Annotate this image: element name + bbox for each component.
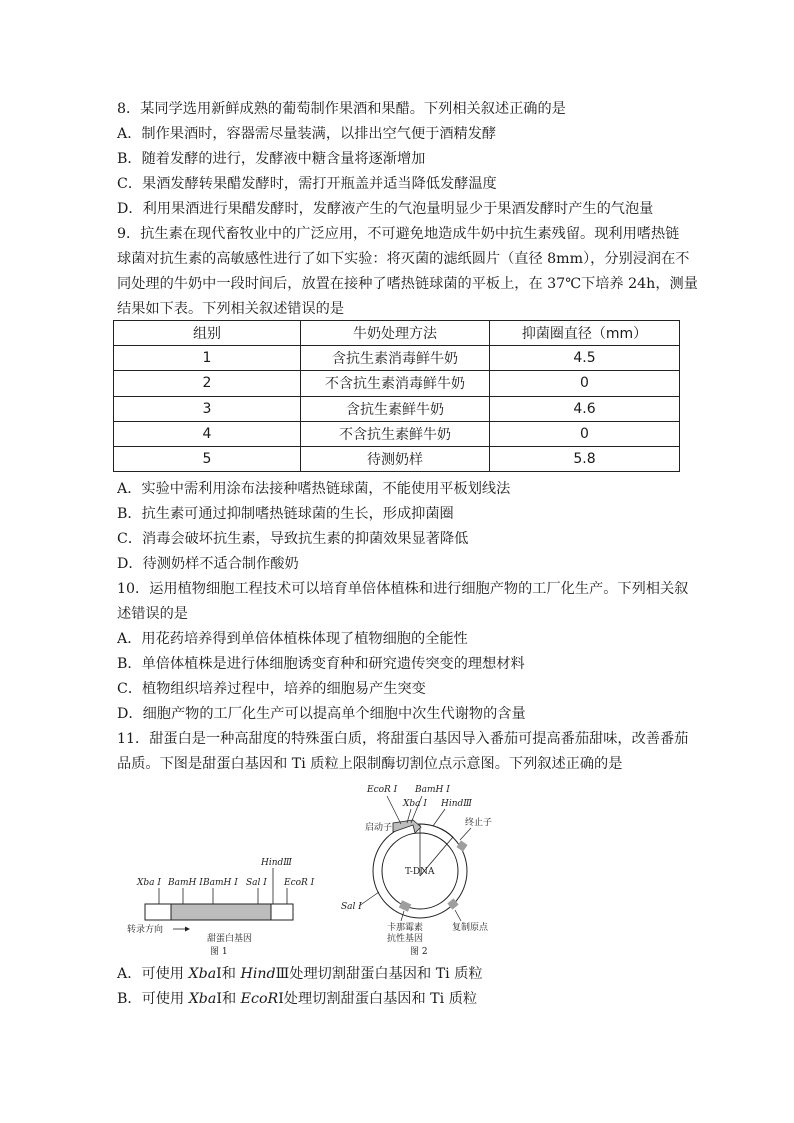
q11-option-b [117, 990, 477, 1008]
site-xbai: Xba Ⅰ [137, 878, 161, 888]
enzyme-name: Xba [188, 991, 217, 1007]
cell-group: 4 [114, 421, 301, 446]
cell-treatment: 不含抗生素消毒鲜牛奶 [301, 371, 490, 396]
option-text: Ⅰ和 [216, 991, 241, 1007]
q9-option-c: C．消毒会破坏抗生素，导致抗生素的抑菌效果显著降低 [117, 531, 469, 547]
cell-group: 2 [114, 371, 301, 396]
cell-treatment: 含抗生素消毒鲜牛奶 [301, 346, 490, 371]
gene-left-flank [145, 904, 171, 920]
promoter-label: 启动子 [365, 823, 393, 833]
cell-group: 3 [114, 396, 301, 421]
origin-label: 复制原点 [452, 923, 489, 933]
header-group: 组别 [114, 321, 301, 346]
option-prefix: B．可使用 [117, 991, 189, 1007]
q8-option-a: A．制作果酒时，容器需尽量装满，以排出空气便于酒精发酵 [117, 126, 497, 142]
q9-stem-line-4: 结果如下表。下列相关叙述错误的是 [117, 301, 345, 317]
site-bamhi-1: BamH Ⅰ [168, 878, 203, 888]
table-row [114, 371, 680, 396]
site-hindiii: HindⅢ [261, 858, 292, 868]
site-ecori: EcoR Ⅰ [367, 785, 398, 795]
gene-coding-region [171, 904, 271, 920]
option-prefix: A．可使用 [117, 966, 189, 982]
option-text: Ⅲ处理切割甜蛋白基因和 Ti 质粒 [275, 966, 483, 982]
site-xbai: Xba Ⅰ [403, 799, 427, 809]
q10-option-d: D．细胞产物的工厂化生产可以提高单个细胞中次生代谢物的含量 [117, 706, 526, 722]
q9-option-b: B．抗生素可通过抑制嗜热链球菌的生长，形成抑菌圈 [117, 506, 454, 522]
q9-stem-line-2: 球菌对抗生素的高敏感性进行了如下实验：将灭菌的滤纸圆片（直径 8mm），分别浸润在不 [117, 251, 690, 267]
table-row [114, 346, 680, 371]
table-header-row [114, 321, 680, 346]
table-row [114, 421, 680, 446]
q10-option-c: C．植物组织培养过程中，培养的细胞易产生突变 [117, 681, 426, 697]
cell-treatment: 待测奶样 [301, 446, 490, 471]
figure-1-caption: 图 1 [210, 947, 228, 957]
site-sali: Sal Ⅰ [246, 878, 267, 888]
q8-option-b: B．随着发酵的进行，发酵液中糖含量将逐渐增加 [117, 151, 426, 167]
cell-diameter: 5.8 [490, 446, 680, 471]
option-text: Ⅰ处理切割甜蛋白基因和 Ti 质粒 [278, 991, 478, 1007]
option-text: Ⅰ和 [216, 966, 241, 982]
site-ecori: EcoR Ⅰ [284, 878, 315, 888]
site-bamhi: BamH Ⅰ [415, 785, 450, 795]
gene-label: 甜蛋白基因 [207, 934, 253, 944]
site-sali: Sal Ⅰ [341, 902, 362, 912]
cell-diameter: 4.5 [490, 346, 680, 371]
q9-stem-line-3: 同处理的牛奶中一段时间后，放置在接种了嗜热链球菌的平板上，在 37℃下培养 24h，测量 [117, 276, 698, 292]
cell-diameter: 0 [490, 371, 680, 396]
t-dna-bracket [420, 824, 453, 844]
q11-option-a [117, 965, 483, 983]
cell-diameter: 4.6 [490, 396, 680, 421]
terminator-block [456, 840, 467, 851]
header-treatment: 牛奶处理方法 [301, 321, 490, 346]
table-row [114, 396, 680, 421]
q8-stem: 8．某同学选用新鲜成熟的葡萄制作果酒和果醋。下列相关叙述正确的是 [117, 101, 566, 117]
antibiotic-results-table [113, 320, 680, 472]
site-bamhi-2: BamH Ⅰ [203, 878, 238, 888]
figure-2-caption: 图 2 [410, 947, 428, 957]
resistance-gene-label-1: 卡那霉素 [387, 923, 424, 933]
cell-diameter: 0 [490, 421, 680, 446]
q8-option-c: C．果酒发酵转果醋发酵时，需打开瓶盖并适当降低发酵温度 [117, 176, 497, 192]
terminator-label: 终止子 [465, 818, 493, 828]
q8-option-d: D．利用果酒进行果醋发酵时，发酵液产生的气泡量明显少于果酒发酵时产生的气泡量 [117, 201, 654, 217]
transcription-direction-label: 转录方向 [127, 925, 164, 935]
gene-right-flank [271, 904, 293, 920]
enzyme-name: Xba [188, 966, 217, 982]
q10-stem-line-2: 述错误的是 [117, 606, 188, 622]
cell-treatment: 含抗生素鲜牛奶 [301, 396, 490, 421]
table-row [114, 446, 680, 471]
cell-group: 1 [114, 346, 301, 371]
q10-option-a: A．用花药培养得到单倍体植株体现了植物细胞的全能性 [117, 631, 468, 647]
q10-option-b: B．单倍体植株是进行体细胞诱变育种和研究遗传突变的理想材料 [117, 656, 525, 672]
enzyme-name: EcoR [240, 991, 279, 1007]
t-dna-label: T-DNA [405, 867, 435, 877]
site-hindiii: HindⅢ [441, 799, 472, 809]
arrowhead-icon [185, 927, 190, 932]
cell-group: 5 [114, 446, 301, 471]
resistance-gene-label-2: 抗性基因 [387, 934, 424, 944]
q11-stem-line-2: 品质。下图是甜蛋白基因和 Ti 质粒上限制酶切割位点示意图。下列叙述正确的是 [117, 756, 623, 772]
header-zone-diameter: 抑菌圈直径（mm） [490, 321, 680, 346]
resistance-gene-block [399, 900, 411, 911]
q9-option-d: D．待测奶样不适合制作酸奶 [117, 556, 299, 572]
figure-1-gene-map [115, 848, 315, 960]
q9-stem-line-1: 9．抗生素在现代畜牧业中的广泛应用，不可避免地造成牛奶中抗生素残留。现利用嗜热链 [117, 226, 680, 242]
figure-2-ti-plasmid [335, 776, 505, 960]
q9-option-a: A．实验中需利用涂布法接种嗜热链球菌，不能使用平板划线法 [117, 481, 511, 497]
q10-stem-line-1: 10．运用植物细胞工程技术可以培育单倍体植株和进行细胞产物的工厂化生产。下列相关叙 [117, 581, 689, 597]
enzyme-name: Hind [240, 966, 276, 982]
cell-treatment: 不含抗生素鲜牛奶 [301, 421, 490, 446]
q11-stem-line-1: 11．甜蛋白是一种高甜度的特殊蛋白质，将甜蛋白基因导入番茄可提高番茄甜味，改善番茄 [117, 731, 689, 747]
